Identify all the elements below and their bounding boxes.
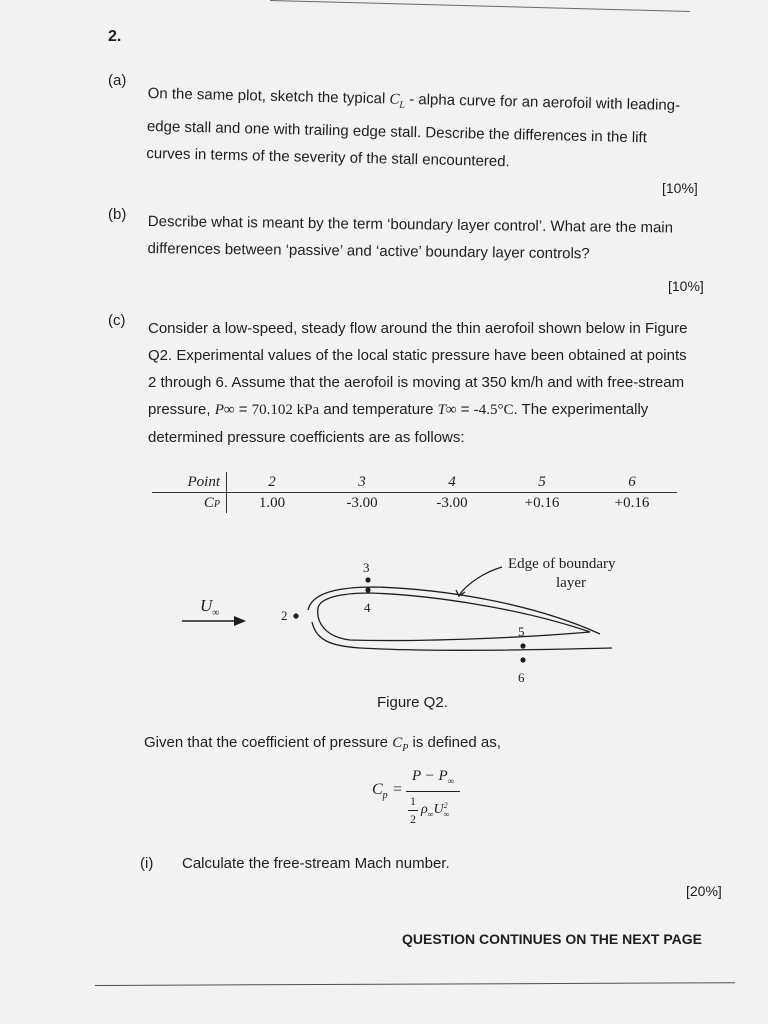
freestream-label: $U_\infty$ <box>200 596 220 619</box>
table-point-cell: 5 <box>538 473 546 490</box>
point-label-3: 3 <box>363 560 370 575</box>
part-a-label: (a) <box>108 72 127 89</box>
bl-label-line-1: Edge of boundary <box>508 556 616 572</box>
table-point-cell: 6 <box>628 473 636 490</box>
figure-caption: Figure Q2. <box>377 694 448 711</box>
formula-numerator: $P - P_\infty$ <box>412 768 455 786</box>
boundary-layer-edge <box>308 587 612 650</box>
part-c-line-3: 2 through 6. Assume that the aerofoil is moving at 350 km/h and with free-stream <box>148 374 685 391</box>
table-cp-cell: +0.16 <box>614 494 650 511</box>
formula-half-bar <box>408 810 418 811</box>
table-cp-cell: -3.00 <box>436 494 468 511</box>
point-3-dot-b <box>365 587 370 592</box>
freestream-arrow-head <box>234 616 246 626</box>
part-c-line-2: Q2. Experimental values of the local static pressure have been obtained at points <box>148 347 687 364</box>
part-b-marks: [10%] <box>668 278 704 294</box>
part-b-label: (b) <box>108 206 127 223</box>
footer-continues: QUESTION CONTINUES ON THE NEXT PAGE <box>402 931 702 947</box>
part-a-marks: [10%] <box>662 180 698 196</box>
table-point-cell: 2 <box>268 473 276 490</box>
table-point-cell: 4 <box>448 473 456 490</box>
table-cp-cell: +0.16 <box>524 494 560 511</box>
part-a-line-2: edge stall and one with trailing edge stall. Describe the differences in the lift <box>146 117 648 147</box>
table-cp-cell: 1.00 <box>258 494 286 511</box>
point-5-dot <box>520 643 525 648</box>
part-a-line-1: On the same plot, sketch the typical $C_L$ - alpha curve for an aerofoil with leading- <box>147 84 681 115</box>
part-c-line-4: pressure, P∞ = 70.102 kPa and temperature T∞ = -4.5°C. The experimentally <box>148 401 649 418</box>
point-3-dot <box>365 577 370 582</box>
part-c-label: (c) <box>108 312 126 329</box>
part-c-line-5: determined pressure coefficients are as follows: <box>148 429 465 446</box>
point-label-5: 5 <box>518 624 525 639</box>
leader-line <box>460 567 502 594</box>
part-i-label: (i) <box>140 855 154 872</box>
point-label-6: 6 <box>518 670 525 685</box>
table-header-point: Point <box>152 472 227 493</box>
table-point-cell: 3 <box>358 473 366 490</box>
bl-label-line-2: layer <box>556 575 586 591</box>
part-i-marks: [20%] <box>686 883 722 899</box>
formula-den-two: 2 <box>410 812 416 826</box>
question-number: 2. <box>108 28 122 45</box>
point-label-2: 2 <box>281 608 288 623</box>
point-6-dot <box>520 657 525 662</box>
formula-equals: = <box>393 781 403 798</box>
point-2-dot <box>293 613 298 618</box>
aerofoil-outline <box>318 593 590 641</box>
given-text: Given that the coefficient of pressure $C_P$ is defined as, <box>144 734 501 754</box>
formula-fraction-bar <box>406 791 460 792</box>
formula-den-rho-u: $\rho_\infty U$ 2 ∞ <box>421 801 450 820</box>
part-a-line-3: curves in terms of the severity of the stall encountered. <box>146 144 510 171</box>
formula-lhs: $C_p$ <box>372 781 388 802</box>
part-c-line-1: Consider a low-speed, steady flow around the thin aerofoil shown below in Figure <box>148 320 688 337</box>
part-i-text: Calculate the free-stream Mach number. <box>182 855 450 872</box>
part-b-line-2: differences between ‘passive’ and ‘active’ boundary layer controls? <box>147 239 590 263</box>
part-b-line-1: Describe what is meant by the term ‘boundary layer control’. What are the main <box>147 212 674 237</box>
table-header-cp: CP <box>152 493 227 514</box>
point-label-4: 4 <box>364 600 371 615</box>
formula-den-one: 1 <box>410 794 416 808</box>
table-cp-cell: -3.00 <box>346 494 378 511</box>
